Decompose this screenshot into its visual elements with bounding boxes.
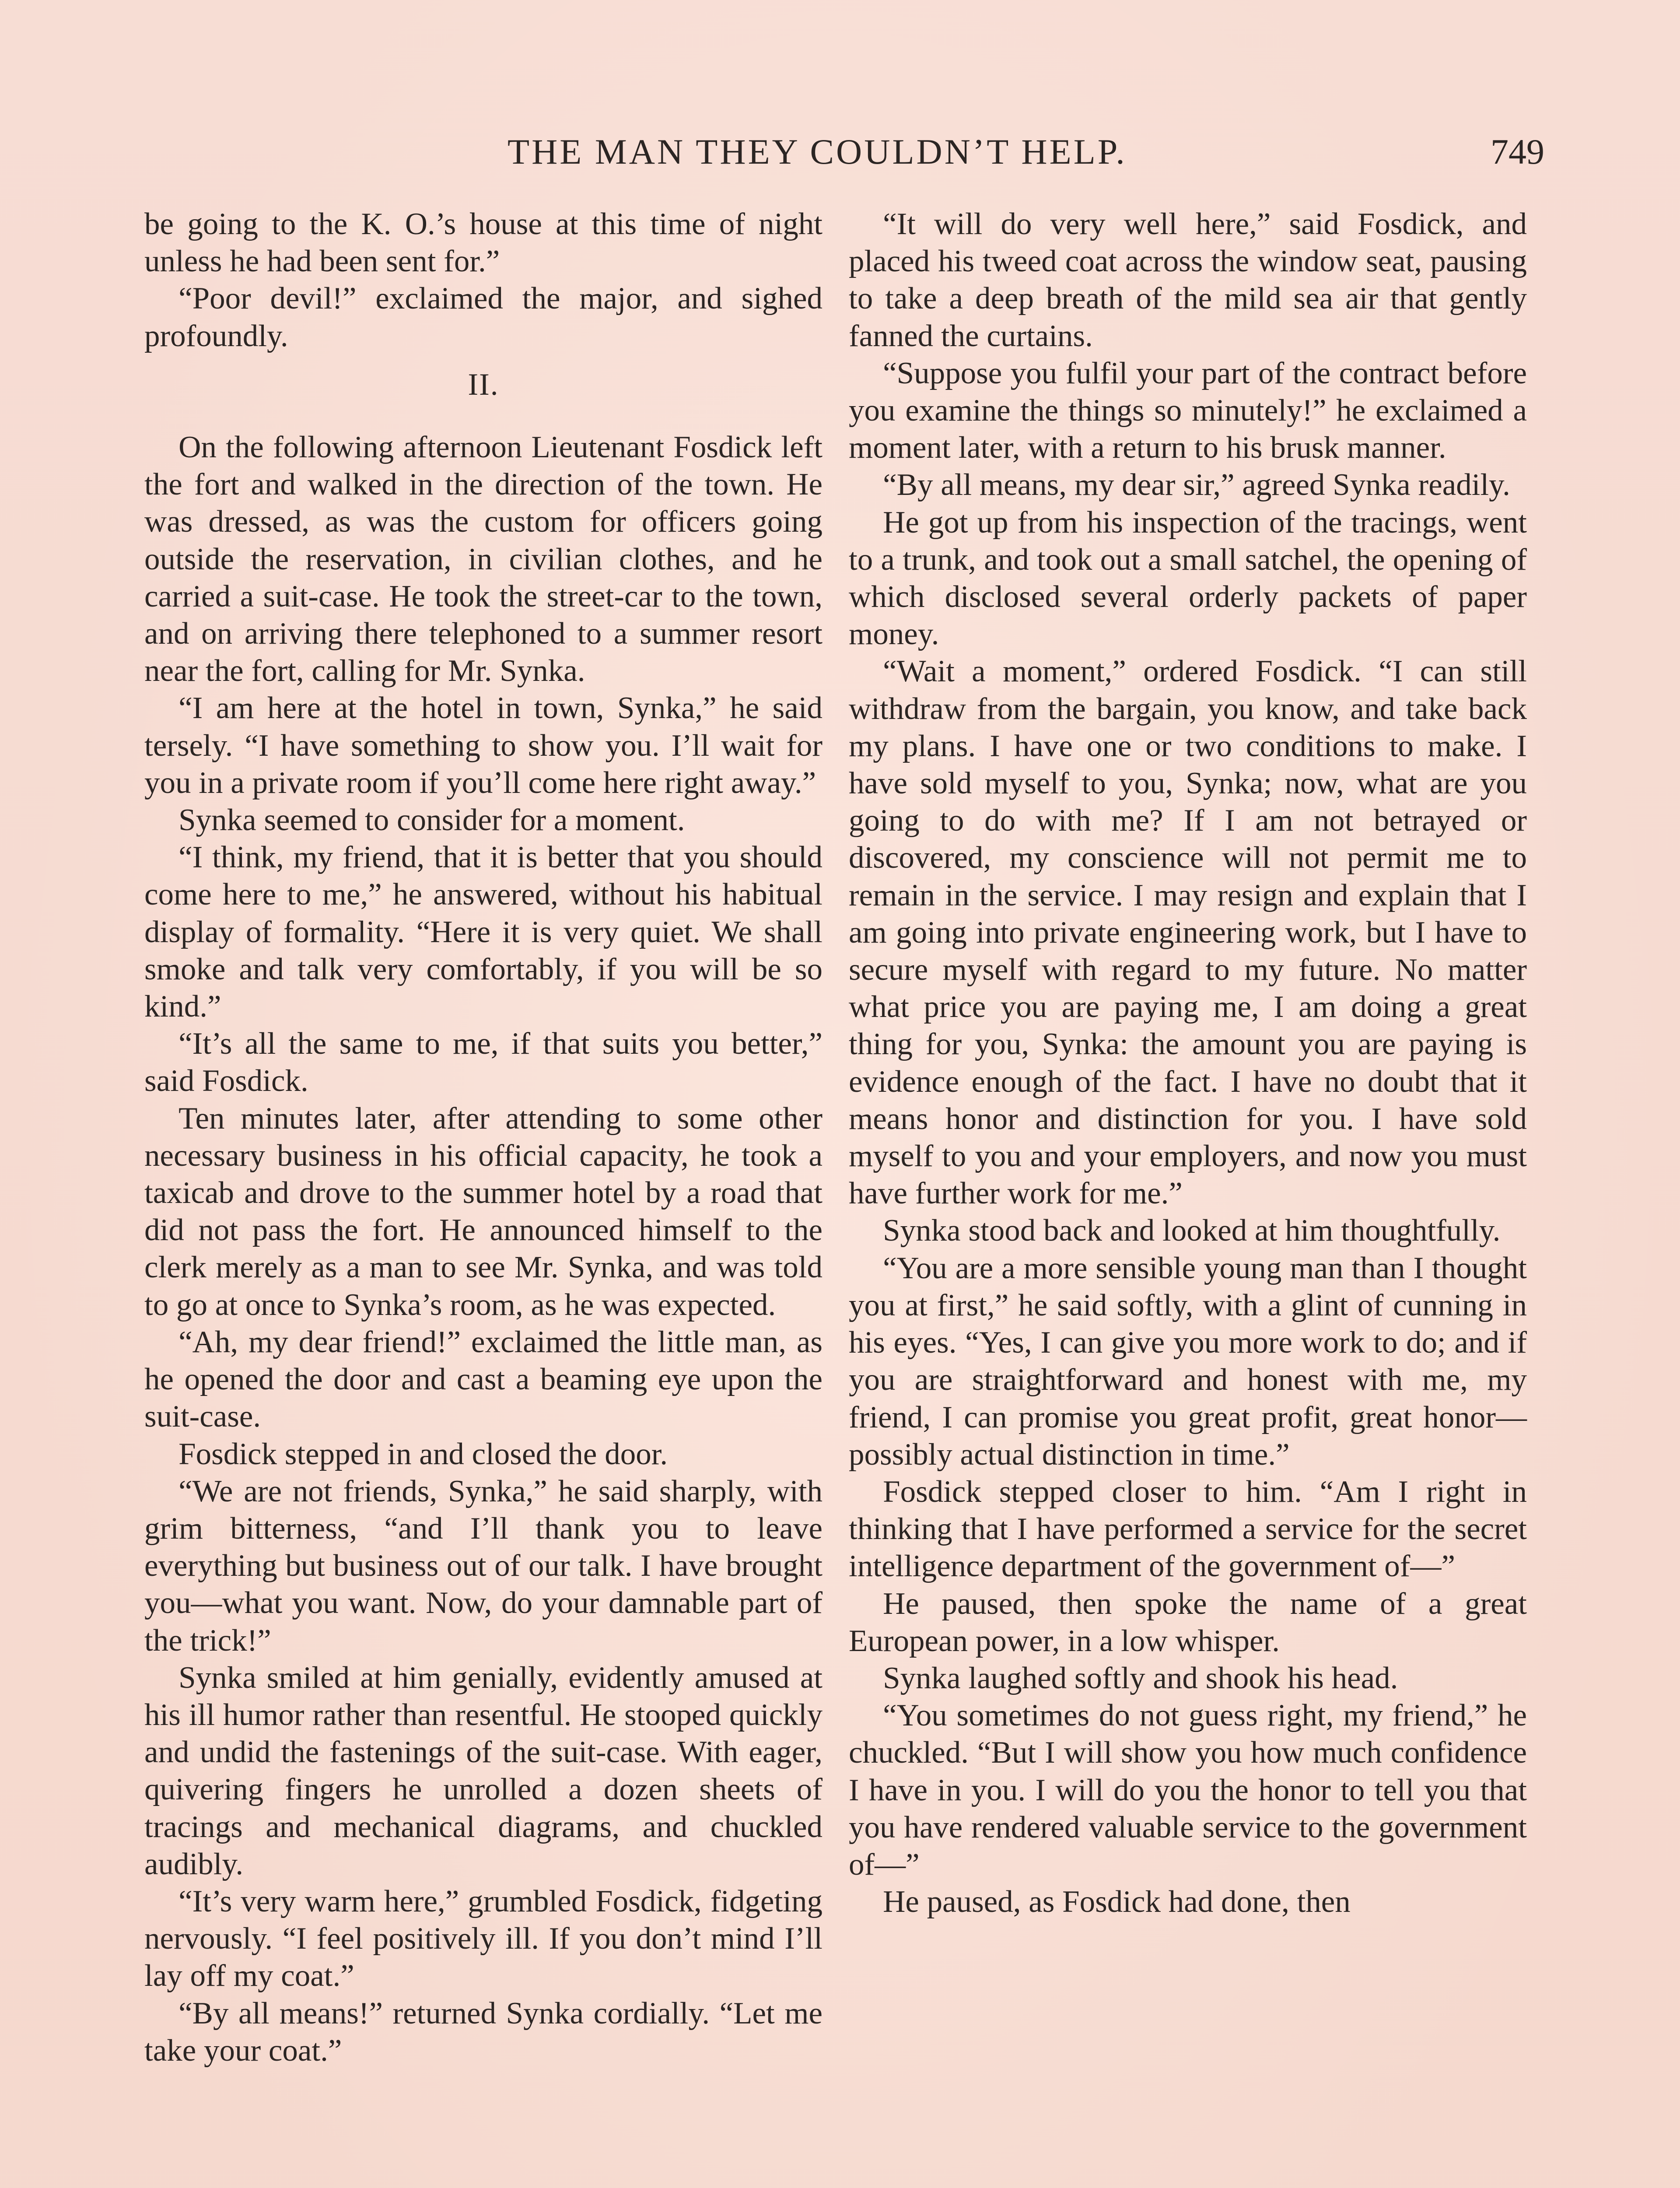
- paragraph: Synka laughed softly and shook his head.: [883, 1661, 1398, 1695]
- paragraph: “I think, my friend, that it is better that you should come here to me,” he answered, without his habitual display of formality. “Here it is very quiet. We shall smoke and talk very comfortably, if you will be so kind.”: [144, 840, 822, 1024]
- paragraph: “Suppose you fulfil your part of the contract before you examine the things so minutely!” he exclaimed a moment later, with a return to his brusk manner.: [849, 356, 1527, 465]
- paragraph: “It’s all the same to me, if that suits you better,” said Fosdick.: [144, 1027, 822, 1098]
- paragraph: He paused, as Fosdick had done, then: [883, 1885, 1351, 1919]
- paragraph: Synka stood back and looked at him thoughtfully.: [883, 1213, 1501, 1248]
- paragraph: “You are a more sensible young man than I thought you at first,” he said softly, with a glint of cunning in his eyes. “Yes, I can give you more work to do; and if you are straightforward and honest with me, my friend, I can promise you great profit, great honor—possibly actual distinction in time.”: [849, 1251, 1527, 1472]
- paragraph: “By all means!” returned Synka cordially. “Let me take your coat.”: [144, 1996, 822, 2068]
- paragraph: be going to the K. O.’s house at this time of night unless he had been sent for.”: [144, 207, 822, 279]
- paragraph: “Poor devil!” exclaimed the major, and sighed profoundly.: [144, 281, 822, 353]
- paragraph: “You sometimes do not guess right, my friend,” he chuckled. “But I will show you how much confidence I have in you. I will do you the honor to tell you that you have rendered valuable service to the government of—”: [849, 1698, 1527, 1882]
- paragraph: “I am here at the hotel in town, Synka,” he said tersely. “I have something to show you. I’ll wait for you in a private room if you’ll come here right away.”: [144, 691, 822, 800]
- paragraph: Synka smiled at him genially, evidently amused at his ill humor rather than resentful. He stooped quickly and undid the fastenings of the suit-case. With eager, quivering fingers he unrolled a dozen sheets of tracings and mechanical diagrams, and chuckled audibly.: [144, 1660, 822, 1881]
- paragraph: “By all means, my dear sir,” agreed Synka readily.: [883, 468, 1510, 502]
- paragraph: “Wait a moment,” ordered Fosdick. “I can still withdraw from the bargain, you know, and take back my plans. I have one or two conditions to make. I have sold myself to you, Synka; now, what are you going to do with me? If I am not betrayed or discovered, my conscience will not permit me to remain in the service. I may resign and explain that I am going into private engineering work, but I have to secure myself with regard to my future. No matter what price you are paying me, I am doing a great thing for you, Synka: the amount you are paying is evidence enough of the fact. I have no doubt that it means honor and distinction for you. I have sold myself to you and your employers, and now you must have further work for me.”: [849, 654, 1527, 1211]
- paragraph: Fosdick stepped closer to him. “Am I right in thinking that I have performed a service for the secret intelligence department of the government of—”: [849, 1474, 1527, 1584]
- paragraph: Fosdick stepped in and closed the door.: [178, 1437, 668, 1471]
- left-text-column: [144, 206, 822, 2069]
- paragraph: “We are not friends, Synka,” he said sharply, with grim bitterness, “and I’ll thank you to leave everything but business out of our talk. I have brought you—what you want. Now, do your damnable part of the trick!”: [144, 1474, 822, 1658]
- section-heading: II.: [468, 367, 499, 402]
- paragraph: “It’s very warm here,” grumbled Fosdick, fidgeting nervously. “I feel positively ill. If you don’t mind I’ll lay off my coat.”: [144, 1884, 822, 1993]
- paragraph: “It will do very well here,” said Fosdick, and placed his tweed coat across the window seat, pausing to take a deep breath of the mild sea air that gently fanned the curtains.: [849, 207, 1527, 353]
- running-title: THE MAN THEY COULDN’T HELP.: [508, 132, 1127, 172]
- paragraph: He got up from his inspection of the tracings, went to a trunk, and took out a small satchel, the opening of which disclosed several orderly packets of paper money.: [849, 505, 1527, 652]
- right-text-column: [849, 206, 1527, 1921]
- paragraph: Ten minutes later, after attending to some other necessary business in his official capacity, he took a taxicab and drove to the summer hotel by a road that did not pass the fort. He announced himself to the clerk merely as a man to see Mr. Synka, and was told to go at once to Synka’s room, as he was expected.: [144, 1101, 822, 1322]
- page-number: 749: [1491, 132, 1544, 172]
- paragraph: Synka seemed to consider for a moment.: [178, 803, 685, 838]
- paragraph: On the following afternoon Lieutenant Fosdick left the fort and walked in the direction of the town. He was dressed, as was the custom for officers going outside the reservation, in civilian clothes, and he carried a suit-case. He took the street-car to the town, and on arriving there telephoned to a summer resort near the fort, calling for Mr. Synka.: [144, 430, 822, 688]
- paragraph: “Ah, my dear friend!” exclaimed the little man, as he opened the door and cast a beaming eye upon the suit-case.: [144, 1325, 822, 1434]
- paragraph: He paused, then spoke the name of a great European power, in a low whisper.: [849, 1586, 1527, 1658]
